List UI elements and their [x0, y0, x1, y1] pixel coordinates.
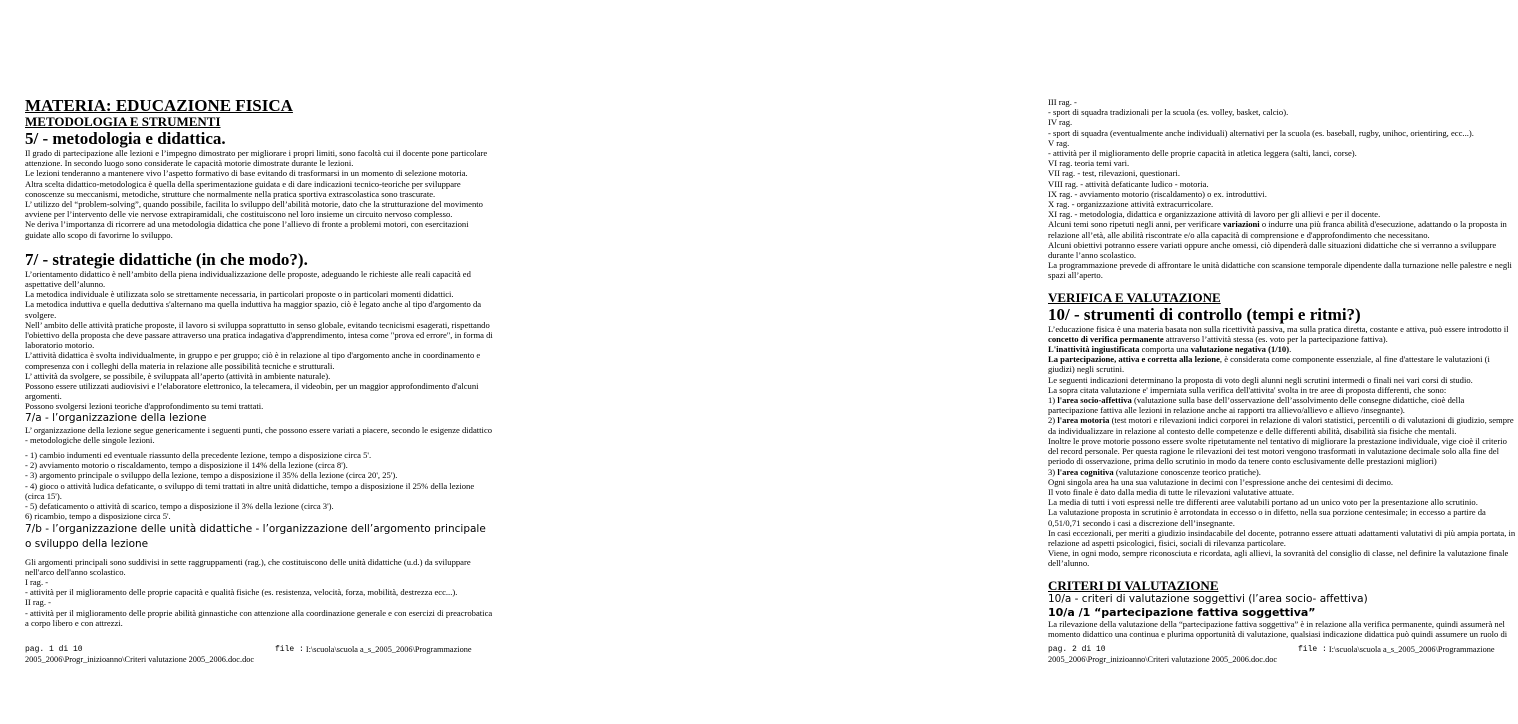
paragraph: La media di tutti i voti espressi nelle tre differenti aree valutabili portano ad un unico voto per la presentazione allo scrutinio. — [1048, 497, 1478, 508]
file-label: file : — [275, 645, 304, 654]
section-5-title: 5/ - metodologia e didattica. — [25, 129, 226, 148]
paragraph: Possono svolgersi lezioni teoriche d'approfondimento su temi trattati. — [25, 401, 264, 412]
paragraph: L’ utilizzo del “problem-solving”, quando possibile, facilita lo sviluppo dell’abilità motorie, dato che la strutturazione del movimento avviene per l’intervento delle vie nervose extrapiramidali, che costituiscono nel loro insieme un circuito nervoso complesso. — [25, 199, 483, 220]
section-7b-title: 7/b - l’organizzazione delle unità didattiche - l’organizzazione dell’argomento principale o sviluppo della lezione — [25, 522, 486, 550]
list-item: X rag. - organizzazione attività extracurricolare. — [1048, 199, 1214, 210]
list-item: - 3) argomento principale o sviluppo della lezione, tempo a disposizione il 35% della lezione (circa 20', 25'). — [25, 470, 398, 481]
document-page-1 — [0, 0, 512, 724]
text-run: 3) — [1048, 466, 1058, 477]
bold-text: concetto di verifica permanente — [1048, 333, 1164, 344]
paragraph — [1048, 219, 1516, 239]
bold-text: La partecipazione, attiva e corretta alla lezione — [1048, 354, 1220, 365]
list-item: VIII rag. - attività defaticante ludico - motoria. — [1048, 178, 1209, 189]
paragraph: La metodica individuale è utilizzata solo se strettamente necessaria, in particolari proposte o in particolari momenti didattici. — [25, 289, 454, 300]
paragraph: In casi eccezionali, per meriti a giudizio insindacabile del docente, potranno essere attuati adattamenti valutativi di più ampia portata, in relazione ad aspetti psicologici, fisici, sociali di rilevanza particolare. — [1048, 527, 1516, 548]
bold-text: l'area socio-affettiva — [1057, 395, 1132, 406]
paragraph: Alcuni obiettivi potranno essere variati oppure anche omessi, ciò dipenderà dalle situazioni didattiche che si verranno a sviluppare durante l’anno scolastico. — [1048, 239, 1497, 261]
list-item: XI rag. - metodologia, didattica e organizzazione attività di lavoro per gli allievi e per il docente. — [1048, 209, 1381, 220]
criteria-heading: CRITERI DI VALUTAZIONE — [1048, 577, 1219, 593]
text-run: Alcuni temi sono ripetuti negli anni, per verificare — [1048, 219, 1223, 230]
paragraph: II rag. - — [25, 597, 52, 608]
text-run: o indurre una più franca abilità d'esecuzione, adattando o la proposta in relazione all’età, alle abilità riscontrate e/o alla capacità di comprensione e d'approfondimento che necessitano. — [1048, 219, 1507, 240]
bold-text: l'area cognitiva — [1057, 466, 1114, 477]
page-1-content — [25, 97, 493, 628]
page-number: pag. 1 di 10 — [25, 645, 83, 654]
page-2-content — [1048, 97, 1516, 639]
text-run: , è considerata come componente essenziale, al fine d'attestare le valutazioni (i giudizi) negli scrutini. — [1048, 354, 1490, 375]
list-item: - 1) cambio indumenti ed eventuale riassunto della precedente lezione, tempo a disposizione circa 5'. — [25, 450, 372, 461]
text-run: 2) — [1048, 415, 1058, 426]
paragraph: I rag. - — [25, 576, 49, 587]
paragraph — [1048, 344, 1516, 354]
bold-text: l'area motoria — [1057, 415, 1110, 426]
paragraph: La rilevazione della valutazione della “partecipazione fattiva soggettiva” è in relazione alla verifica permanente, quindi assumerà nel momento didattico una continua e plurima opportunità di valutazione, qualsiasi indicazione didattica può quindi assumere un ruolo di — [1048, 618, 1508, 639]
bold-text: valutazione negativa (1/10) — [1190, 344, 1290, 355]
paragraph: Il grado di partecipazione alle lezioni e l’impegno dimostrato per migliorare i propri limiti, sono facoltà cui il docente pone particolare attenzione. In secondo luogo sono considerate le capacità motorie dimostrate durante le lezioni. — [25, 148, 488, 169]
list-item: VI rag. teoria temi vari. — [1048, 158, 1130, 169]
page-number: pag. 2 di 10 — [1048, 645, 1106, 654]
verification-heading: VERIFICA E VALUTAZIONE — [1048, 289, 1221, 305]
list-item: - attività per il miglioramento delle proprie capacità in atletica leggera (salti, lanci, corse). — [1048, 148, 1357, 159]
paragraph: L’ organizzazione della lezione segue genericamente i seguenti punti, che possono essere variati a piacere, secondo le esigenze didattico - metodologiche delle singole lezioni. — [25, 424, 493, 445]
file-label: file : — [1298, 645, 1327, 654]
document-page-2 — [512, 0, 1516, 724]
list-item: IV rag. — [1048, 117, 1073, 128]
list-item: V rag. — [1048, 137, 1070, 148]
page-footer — [1048, 645, 1518, 665]
paragraph: Viene, in ogni modo, sempre riconosciuta e ricordata, agli allievi, la sovranità del consiglio di classe, nel definire la valutazione finale dell’alunno. — [1048, 548, 1509, 569]
text-run: (test motori e rilevazioni indici corporei in relazione di valori statistici, percentili o di valutazioni di giudizio, sempre da individualizzare in relazione al contesto delle competenze e delle differenti abilità, disabilità sia fisiche che mentali. — [1048, 415, 1514, 436]
paragraph: La valutazione proposta in scrutinio è arrotondata in eccesso o in difetto, nella sua porzione centesimale; in eccesso a partire da 0,51/0,71 secondo i casi a discrezione dell’insegnante. — [1048, 507, 1486, 528]
paragraph: Ne deriva l’importanza di ricorrere ad una metodologia didattica che pone l’allievo di fronte a problemi motori, con esercitazioni guidate allo scopo di favorirne lo sviluppo. — [25, 219, 469, 240]
file-path: I:\scuola\scuola a_s_2005_2006\Programmazione — [305, 645, 472, 654]
page-footer — [25, 645, 495, 665]
list-item: - sport di squadra tradizionali per la scuola (es. volley, basket, calcio). — [1048, 107, 1289, 118]
paragraph — [1048, 324, 1516, 344]
paragraph: Possono essere utilizzati audiovisivi e l’elaboratore elettronico, la telecamera, il videobin, per un maggior approfondimento d'alcuni argomenti. — [25, 381, 479, 402]
paragraph: - attività per il miglioramento delle proprie capacità e qualità fisiche (es. resistenza, velocità, forza, mobilità, destrezza ecc...). — [25, 587, 458, 598]
bold-text: variazioni — [1222, 219, 1260, 230]
file-path-continued: 2005_2006\Progr_inizioanno\Criteri valutazione 2005_2006.doc.doc — [25, 655, 255, 664]
paragraph: Inoltre le prove motorie possono essere svolte ripetutamente nel tentativo di migliorare la prestazione individuale, vige cioè il criterio del record personale. Per questa ragione le rilevazioni dei test motori vengono trasformati in valutazione decimale solo alla fine del periodo di osservazione, prima dello scrutinio in modo da tenere conto esclusivamente delle prestazioni migliori) — [1048, 435, 1507, 467]
paragraph: Nell’ ambito delle attività pratiche proposte, il lavoro si sviluppa soprattutto in senso globale, evitando tecnicismi esagerati, rispettando l'obiettivo della proposta che deve passare attraverso una pratica indagativa d'apprendimento, intesa come "prova ed errore", in forma di laboratorio motorio. — [25, 319, 493, 351]
file-path-continued: 2005_2006\Progr_inizioanno\Criteri valutazione 2005_2006.doc.doc — [1048, 655, 1278, 664]
paragraph: - attività per il miglioramento delle proprie abilità ginnastiche con attenzione alla coordinazione generale e con esercizi di preacrobatica a corpo libero e con attrezzi. — [25, 607, 493, 628]
section-7-title: 7/ - strategie didattiche (in che modo?). — [25, 249, 308, 269]
list-item: III rag. - — [1048, 97, 1077, 107]
paragraph: Le lezioni tenderanno a mantenere vivo l’aspetto formativo di base evitando di trasformarsi in un momento di selezione motoria. — [25, 168, 468, 179]
list-item: - 5) defaticamento o attività di scarico, tempo a disposizione il 3% della lezione (circa 3'). — [25, 501, 334, 512]
section-10-title: 10/ - strumenti di controllo (tempi e ritmi?) — [1048, 304, 1361, 324]
section-10a-title: 10/a - criteri di valutazione soggettivi (l’area socio- affettiva) — [1048, 592, 1368, 605]
list-item: 6) ricambio, tempo a disposizione circa 5'. — [25, 511, 171, 522]
section-10a1-title: 10/a /1 “partecipazione fattiva soggettiva” — [1048, 605, 1316, 619]
text-run: L’educazione fisica è una materia basata non sulla ricettività passiva, ma sulla pratica diretta, costante e attiva, può essere introdotto il — [1048, 323, 1509, 334]
paragraph: L’attività didattica è svolta individualmente, in gruppo e per gruppo; ciò è in relazione al tipo d'argomento anche in coordinamento e compresenza con i colleghi della materia in relazione alle possibilità tecniche e strutturali. — [25, 350, 481, 371]
methodology-heading: METODOLOGIA E STRUMENTI — [25, 114, 221, 129]
paragraph — [1048, 467, 1516, 477]
text-run: (valutazione conoscenze teorico pratiche). — [1113, 466, 1261, 477]
paragraph: Ogni singola area ha una sua valutazione in decimi con l’espressione anche dei centesimi di decimo. — [1048, 476, 1394, 487]
paragraph: Le seguenti indicazioni determinano la proposta di voto degli alunni negli scrutini intermedi o finali nei vari corsi di studio. — [1048, 374, 1473, 385]
bold-text: L'inattività ingiustificata — [1048, 344, 1140, 355]
list-item: - 4) gioco o attività ludica defaticante, o sviluppo di temi trattati in altre unità didattiche, tempo a disposizione il 25% della lezione (circa 15'). — [25, 480, 475, 501]
list-item: - sport di squadra (eventualmente anche individuali) alternativi per la scuola (es. baseball, rugby, unihoc, orientiring, ecc...). — [1048, 127, 1474, 138]
file-path: I:\scuola\scuola a_s_2005_2006\Programmazione — [1328, 645, 1495, 654]
paragraph: La sopra citata valutazione e' imperniata sulla verifica dell'attivita' svolta in tre aree di proposta differenti, che sono: — [1048, 384, 1447, 395]
paragraph: L’orientamento didattico è nell’ambito della piena individualizzazione delle proposte, adeguando le richieste alle reali capacità ed aspettative dell’alunno. — [25, 268, 471, 290]
section-7a-title: 7/a - l’organizzazione della lezione — [25, 411, 207, 424]
text-run: attraverso l’attività stessa (es. voto per la partecipazione fattiva). — [1163, 333, 1388, 344]
list-item: VII rag. - test, rilevazioni, questionari. — [1048, 168, 1180, 179]
paragraph: Il voto finale è dato dalla media di tutte le rilevazioni valutative attuate. — [1048, 486, 1295, 497]
subject-title: MATERIA: EDUCAZIONE FISICA — [25, 96, 293, 115]
text-run: comporta una — [1139, 344, 1191, 355]
paragraph: Gli argomenti principali sono suddivisi in sette raggruppamenti (rag.), che costituiscono delle unità didattiche (u.d.) da sviluppare nell'arco dell'anno scolastico. — [25, 556, 471, 577]
paragraph — [1048, 395, 1516, 415]
text-run: . — [1289, 344, 1292, 355]
paragraph: La programmazione prevede di affrontare le unità didattiche con scansione temporale dipendente dalla turnazione nelle palestre e negli spazi all’aperto. — [1048, 260, 1512, 281]
list-item: - 2) avviamento motorio o riscaldamento, tempo a disposizione il 14% della lezione (circa 8'). — [25, 460, 348, 471]
paragraph: Altra scelta didattico-metodologica è quella della sperimentazione guidata e di dare indicazioni tecnico-teoriche per sviluppare conoscenze su meccanismi, metodiche, strutture che normalmente nella pratica sportiva extrascolastica sono trascurate. — [25, 178, 461, 199]
spacer — [25, 240, 493, 250]
paragraph — [1048, 354, 1516, 374]
text-run: 1) — [1048, 395, 1058, 406]
text-run: (valutazione sulla base dell’osservazione dell’assolvimento delle consegne didattiche, cioè della partecipazione fattiva alle lezioni in relazione anche ai rapporti tra allievo/allievo e allievo /insegnante). — [1048, 395, 1465, 416]
list-item: IX rag. - avviamento motorio (riscaldamento) o ex. introduttivi. — [1048, 188, 1267, 199]
paragraph: La metodica induttiva e quella deduttiva s'alternano ma quella induttiva ha maggior spazio, ciò è legato anche al tipo d'argomento da svolgere. — [25, 299, 482, 320]
paragraph: L’ attività da svolgere, se possibile, è sviluppata all’aperto (attività in ambiente naturale). — [25, 370, 331, 381]
paragraph — [1048, 415, 1516, 435]
